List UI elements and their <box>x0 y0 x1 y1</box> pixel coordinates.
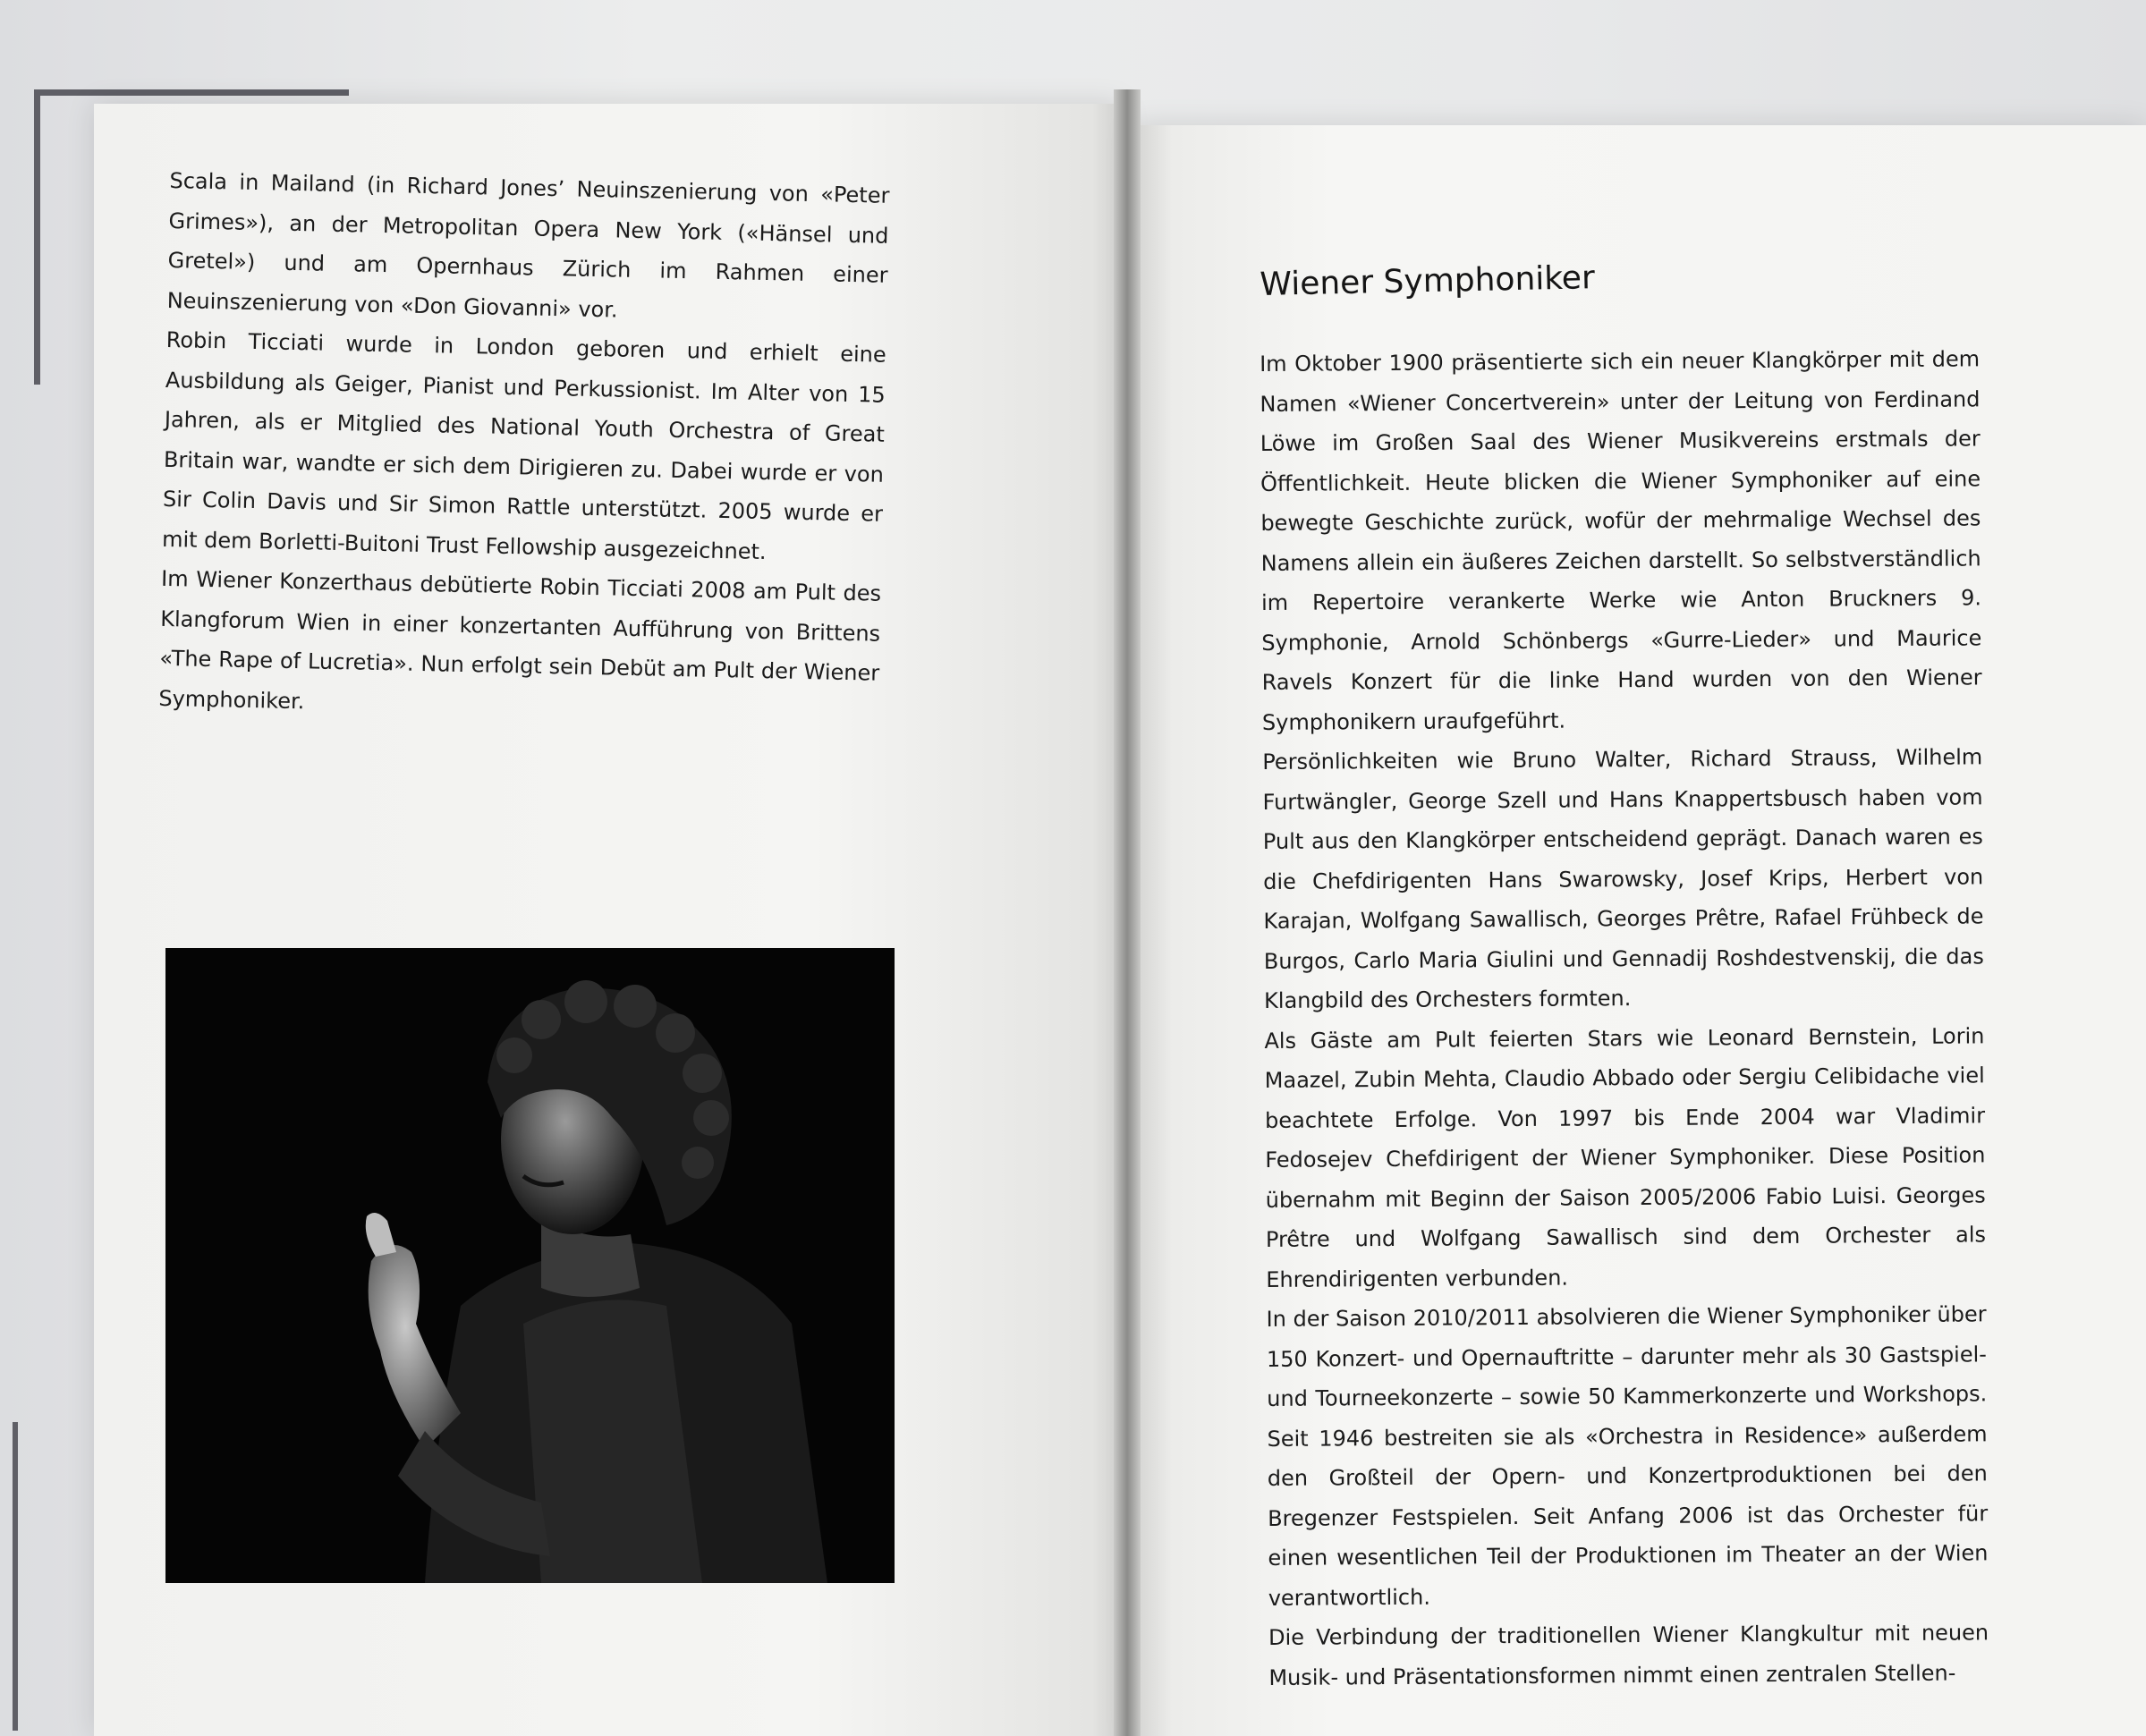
left-paragraph-1: Scala in Mailand (in Richard Jones’ Neuinszenierung von «Peter Grimes»), an der Metropolitan Opera New York («Hänsel und Gretel») und am Opernhaus Zürich im Rahmen einer Neuinszenierung von «Don Giovanni» vor. <box>166 167 890 323</box>
right-paragraph-2: Persönlichkeiten wie Bruno Walter, Richard Strauss, Wilhelm Furtwängler, George Szell und Hans Knappertsbusch haben vom Pult aus den Klangkörper entscheidend geprägt. Danach waren es die Chefdirigenten Hans Swarowsky, Josef Krips, Herbert von Karajan, Wolfgang Sawallisch, Georges Prêtre, Rafael Frühbeck de Burgos, Carlo Maria Giulini und Gennadij Roshdestvenskij, die das Klangbild des Orchesters formten. <box>1262 744 1984 1013</box>
right-page-text <box>1260 339 1989 1698</box>
conductor-photo <box>165 948 895 1583</box>
conductor-silhouette <box>165 948 895 1583</box>
crop-mark-bottom-vertical <box>13 1422 18 1731</box>
right-paragraph-3: Als Gäste am Pult feierten Stars wie Leonard Bernstein, Lorin Maazel, Zubin Mehta, Claudio Abbado oder Sergiu Celibidache viel beachtete Erfolge. Von 1997 bis Ende 2004 war Vladimir Fedosejev Chefdirigent der Wiener Symphoniker. Diese Position übernahm mit Beginn der Saison 2005/2006 Fabio Luisi. Georges Prêtre und Wolfgang Sawallisch sind dem Orchester als Ehrendirigenten verbunden. <box>1264 1022 1987 1292</box>
right-paragraph-1: Im Oktober 1900 präsentierte sich ein neuer Klangkörper mit dem Namen «Wiener Concertverein» unter der Leitung von Ferdinand Löwe im Großen Saal des Wiener Musikvereins erstmals der Öffentlichkeit. Heute blicken die Wiener Symphoniker auf eine bewegte Geschichte zurück, wofür der mehrmalige Wechsel des Namens allein ein äußeres Zeichen darstellt. So selbstverständlich im Repertoire verankerte Werke wie Anton Bruckners 9. Symphonie, Arnold Schönbergs «Gurre-Lieder» und Maurice Ravels Konzert für die linke Hand wurden von den Wiener Symphonikern uraufgeführt. <box>1260 346 1982 735</box>
book-gutter <box>1114 89 1141 1736</box>
crop-mark-top-vertical <box>34 89 40 385</box>
left-paragraph-3: Im Wiener Konzerthaus debütierte Robin Ticciati 2008 am Pult des Klangforum Wien in einer konzertanten Aufführung von Brittens «The Rape of Lucretia». Nun erfolgt sein Debüt am Pult der Wiener Symphoniker. <box>158 565 882 714</box>
right-paragraph-4: In der Saison 2010/2011 absolvieren die Wiener Symphoniker über 150 Konzert- und Opernauftritte – darunter mehr als 30 Gastspiel- und Tourneekonzerte – sowie 50 Kammerkonzerte und Workshops. Seit 1946 bestreiten sie als «Orchestra in Residence» außerdem den Großteil der Opern- und Konzertproduktionen bei den Bregenzer Festspielen. Seit Anfang 2006 ist das Orchester für einen wesentlichen Teil der Produktionen im Theater an der Wien verantwortlich. <box>1266 1301 1989 1611</box>
crop-mark-top-horizontal <box>40 89 349 96</box>
left-paragraph-2: Robin Ticciati wurde in London geboren und erhielt eine Ausbildung als Geiger, Pianist und Perkussionist. Im Alter von 15 Jahren, als er Mitglied des National Youth Orchestra of Great Britain war, wandte er sich dem Dirigieren zu. Dabei wurde er von Sir Colin Davis und Sir Simon Rattle unterstützt. 2005 wurde er mit dem Borletti-Buitoni Trust Fellowship ausgezeichnet. <box>161 326 886 564</box>
right-paragraph-5: Die Verbindung der traditionellen Wiener Klangkultur mit neuen Musik- und Präsentationsformen nimmt einen zentralen Stellen- <box>1268 1620 1989 1690</box>
right-page-heading: Wiener Symphoniker <box>1260 259 1596 303</box>
left-page-text <box>158 161 890 733</box>
